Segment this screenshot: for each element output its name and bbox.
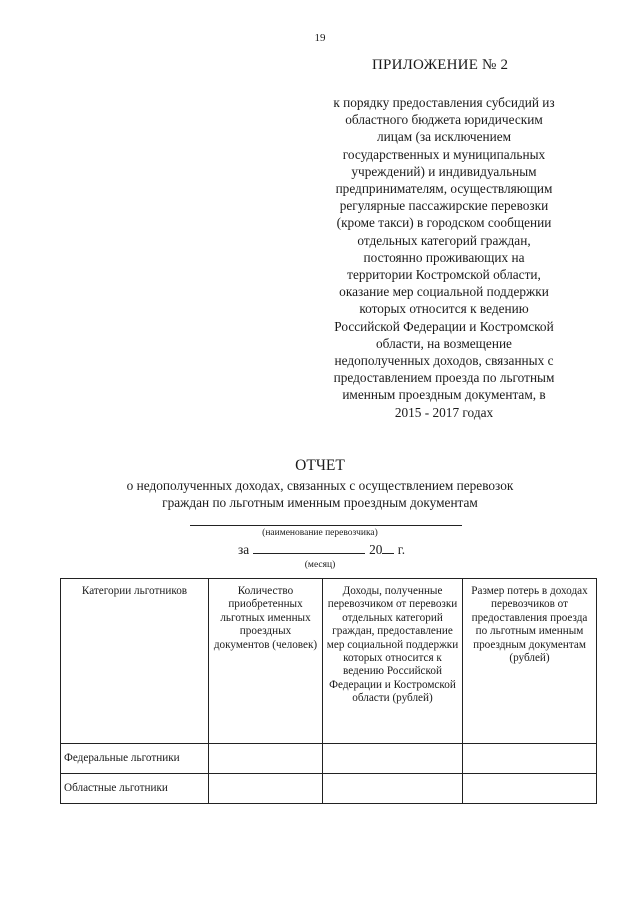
year-suffix: г.	[397, 542, 406, 557]
appendix-subtitle-line: Российской Федерации и Костромской	[334, 318, 554, 334]
year-prefix: 20	[369, 542, 383, 557]
appendix-subtitle	[300, 94, 588, 421]
appendix-subtitle-line: области, на возмещение	[376, 335, 512, 351]
appendix-subtitle-line: именным проездным документам, в	[342, 387, 546, 403]
table-cell	[209, 744, 323, 774]
table-cell	[463, 744, 597, 774]
appendix-subtitle-line: отдельных категорий граждан,	[357, 232, 531, 248]
appendix-subtitle-line: которых относится к ведению	[359, 301, 529, 317]
appendix-subtitle-line: предоставлением проезда по льготным	[333, 370, 555, 386]
table-cell	[463, 774, 597, 804]
report-title: ОТЧЕТ	[295, 457, 345, 474]
header-losses: Размер потерь в доходах перевозчиков от предоставления проезда по льготным именным проездным документам (рублей)	[463, 579, 597, 744]
appendix-subtitle-line: оказание мер социальной поддержки	[339, 284, 549, 300]
table-cell	[323, 774, 463, 804]
header-documents-count: Количество приобретенных льготных именных проездных документов (человек)	[209, 579, 323, 744]
appendix-subtitle-line: недополученных доходов, связанных с	[334, 353, 554, 369]
report-subtitle-line: граждан по льготным именным проездным документам	[162, 495, 478, 510]
table-header-row	[61, 579, 597, 744]
table-row	[61, 774, 597, 804]
year-blank	[382, 541, 394, 554]
row-label-federal: Федеральные льготники	[61, 744, 209, 774]
appendix-subtitle-line: областного бюджета юридическим	[345, 112, 543, 128]
report-period	[238, 541, 405, 558]
page-number: 19	[314, 32, 326, 44]
appendix-subtitle-line: территории Костромской области,	[347, 267, 541, 283]
report-table	[60, 578, 597, 804]
appendix-subtitle-line: 2015 - 2017 годах	[394, 404, 494, 420]
period-prefix: за	[238, 542, 250, 557]
appendix-subtitle-line: к порядку предоставления субсидий из	[333, 95, 555, 110]
month-blank	[253, 541, 365, 554]
report-subtitle	[0, 477, 640, 511]
header-category: Категории льготников	[61, 579, 209, 744]
appendix-subtitle-line: государственных и муниципальных	[342, 146, 546, 162]
row-label-regional: Областные льготники	[61, 774, 209, 804]
table-cell	[323, 744, 463, 774]
carrier-name-caption: (наименование перевозчика)	[262, 528, 378, 538]
appendix-subtitle-line: лицам (за исключением	[376, 129, 512, 145]
appendix-subtitle-line: учреждений) и индивидуальным	[351, 163, 537, 179]
report-subtitle-line: о недополученных доходах, связанных с осуществлением перевозок	[126, 478, 514, 493]
appendix-subtitle-line: регулярные пассажирские перевозки	[339, 198, 549, 214]
month-caption: (месяц)	[304, 560, 336, 570]
table-cell	[209, 774, 323, 804]
appendix-subtitle-line: постоянно проживающих на	[363, 249, 525, 265]
appendix-subtitle-line: предпринимателям, осуществляющим	[335, 181, 553, 197]
carrier-name-blank	[190, 525, 462, 526]
appendix-title: ПРИЛОЖЕНИЕ № 2	[372, 57, 509, 73]
table-row	[61, 744, 597, 774]
appendix-subtitle-line: (кроме такси) в городском сообщении	[336, 215, 552, 231]
header-income: Доходы, полученные перевозчиком от перевозки отдельных категорий граждан, предоставление мер социальной поддержки которых относится к ведению Российской Федерации и Костромской области (рублей)	[323, 579, 463, 744]
